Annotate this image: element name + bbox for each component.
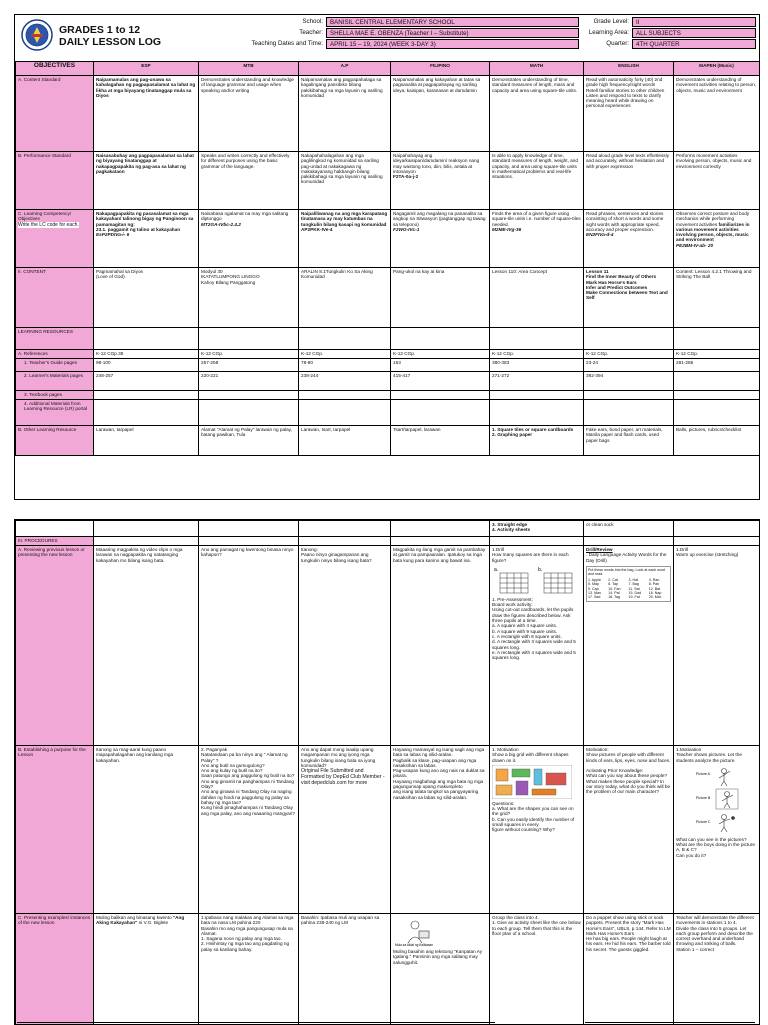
figure-a-label: a. [494,566,499,573]
content-standard-row [16,76,760,152]
cell-ap: 78-80 [299,359,391,372]
word-list-item: 19. Fat [628,595,640,600]
word-list-item: 6. Tap [608,582,618,587]
cell-english [584,210,674,268]
cell-filipino: 153 [391,359,490,372]
row-label: B. Establishing a purpose for the Lesson [16,746,94,914]
cell-esp: 248-257 [94,372,199,391]
cell-mtb: Alamat "Alamat ng Palay" larawan ng palay, batang pawikan, Tula [199,426,299,456]
math-motivation: 1. Motivation Show a big grid with different shapes drawn on it. [492,747,569,763]
word-list-item: 4. Ran [648,577,660,582]
mapeh-motivation: 1.Motivation Teacher shows pictures. Let the students analyze the picture. [676,747,742,763]
presenting-row [16,914,760,1025]
row-label: 4. Additional Materials from Learning Resource (LR) portal [16,400,94,426]
performance-standard-row [16,152,760,210]
learners-materials-row [16,372,760,391]
dates-label: Teaching Dates and Time: [251,40,323,47]
word-list-caption: Put these words into the bag. Look at each word and read. [588,567,665,577]
ap-source-note: Original File Submitted and Formatted by DepEd Club Member - visit depedclub.com for more [301,768,385,787]
esp-story-title: "Ang Aking Kakayahan" [96,915,185,926]
figure-b-label: b. [538,566,543,573]
teachers-guide-row [16,359,760,372]
title-line-2: DAILY LESSON LOG [59,36,162,48]
textbook-row [16,391,760,400]
cell-math: Lesson 110: Area Concept [490,268,584,328]
title-line-1: GRADES 1 to 12 [59,24,141,36]
word-list-grid [588,578,669,600]
cell-filipino [391,914,490,1025]
math-text: Finds the area of a given figure using square-tile units i.e. number of square-tiles needed. [492,211,581,227]
esp-text-a: Muling balikan ang binasang kwento [96,915,173,920]
teacher-label: Teacher: [299,29,323,36]
cell-mtb: Speaks and writes correctly and effectively for different purposes using the basic grammar of the language. [199,152,299,210]
cell-mapeh: K-12 CGp. [674,350,760,359]
row-label: C. Presenting examples/ instances of the new lesson [16,914,94,1025]
thrower-c-icon [719,814,735,832]
cell-english: 392-394 [584,372,674,391]
word-list-item: 13. Man [588,590,601,595]
mapeh-questions: What can you see in the pictures? What are the boys doing in the picture A, B & C? Can you do it? [676,836,755,858]
cell-english: Do a puppet show using stick or sock puppets. Present the story "Mark Has Horse's Ears", UBLS, p.144. Refer to LM Mark Has Horse's Ears He has big ears. People might laugh at his ears. He hid his ears. The barber told his secret. The guests giggled. [584,914,674,1025]
cell-ap [299,210,391,268]
procedures-row [16,537,760,546]
cell-filipino: Tsart/tarpapel, larawan [391,426,490,456]
cell-english: Fake ears, bond paper, art materials, Manila paper and flash cards, used paper bags [584,426,674,456]
grade-value: II [632,17,756,27]
word-list-item: 17. Sad [588,595,601,600]
cell-math: Demonstrates understanding of time, standard measures of length, mass and capacity and area using square-tile units. [490,76,584,152]
word-list-item: 10. Fan [608,586,621,591]
shapes-grid-figure [492,765,572,799]
ap-text: Naipaliliwanag na ang mga karapatang tinatamasa ay may katumbas na tungkulin bilang kasapi ng komunidad [301,211,388,227]
lesson-log-page-2 [14,519,760,1025]
row-label: 1. Teacher's Guide pages [16,359,94,372]
row-label: B. Performance Standard [16,152,94,210]
subject-filipino: FILIPINO [391,62,490,76]
word-list-item: 11. Sat [628,586,640,591]
cell-mtb [199,210,299,268]
additional-materials-row [16,400,760,426]
word-list-figure [586,566,671,602]
cell-esp: 98-100 [94,359,199,372]
picture-b-label: Picture B [696,795,711,800]
cell-mtb: Demonstrates understanding and knowledge of language grammar and usage when speaking and/or writing [199,76,299,152]
learning-resources-row [16,328,760,350]
signature-line-left [17,1022,495,1023]
math-questions: Questions: a. What are the shapes you can see on the grid? b. Can you easily identify the number of small squares in every figure without counting? Why? [492,800,575,833]
word-list-item: 18. Tag [608,595,620,600]
cell-mapeh: Teacher will demonstrate the different movements in stations 1 to 4. Divide the class into 5 groups. Let each group perform and describe the correct overhand and underhand throwing and striking of balls. Station 1 – correct [674,914,760,1025]
math-drill-text: 1.Drill How many squares are there in each figure? [492,547,569,563]
cell-ap: 238-244 [299,372,391,391]
cell-mapeh [674,210,760,268]
cell-mapeh: 1.Drill Warm up exercise (stretching) [674,546,760,746]
filipino-text: Nagagamit ang magalang na pananalita sa angkop na Sitwasyon (pagtanggap ng tawag sa telepono) [393,211,486,227]
mapeh-bold: familiarizes in various movement activities involving person, objects, music and environment [676,221,750,243]
cell-mtb: 2. Paganyak Natatandaan pa ba ninyo ang " Alamat ng Palay" ? Ano ang butil na gumugulong? Ano ang kulay ng butil na ito? Saan patungo ang paggulong ng butil na ito? Ano ang ginamit na panghampas ni Tandang Olay? Ano ang ginawa ni Tandang Olay na naging dahilan ng hindi na paggulong ng palay sa bahay ng mga tao? Kung hindi pinaghahampas ni Tandang Olay ang mga palay, ano ang maaaring mangyari? [199,746,299,914]
subject-english: ENGLISH [584,62,674,76]
word-list-item: 8. Pan [648,582,660,587]
cell-ap: Itanong: Paano ninyo ginagampanan ang tungkulin ninyo bilang isang bata? [299,546,391,746]
row-label: B. Other Learning Resource [16,426,94,456]
signature-line-right [585,1022,755,1023]
document-header [15,15,759,61]
math-resource-1: 1. Square tiles or square cardboards [492,427,574,432]
word-list-item: 2. Cat [608,577,618,582]
english-drill-title: Drill/Review [586,547,613,552]
grade-label: Grade Level: [593,18,629,25]
row-label [16,210,94,268]
cell-mtb: 257-258 [199,359,299,372]
cell-filipino: Hayaang mamasyal ng isang sagit ang mga bata sa labas ng silid-aralan. Pagbalik sa klase, pag-usapan ang mga nasaksihan sa labas. Pag-usapan kung ano ang nais na duklat sa pisara. Hayaang magbahagi ang mga bata ng mga gagungunsap upang makumpleto ang isang talata tungkol sa pangyayaring nasaksihan sa labas ng silid-aralan. [391,746,490,914]
cell-filipino: Naipamamalas ang kakayahan at tatas sa pagsasalita at pagpapahayag ng sariling ideya, kaisipan, karanasan at damdamin [391,76,490,152]
cell-mtb: Modyul 30 IKATATLUMPONG LINGGO Kahoy Bilang Panggatong [199,268,299,328]
cell-math: 380-383 [490,359,584,372]
row-label: A. Content Standard [16,76,94,152]
book-caption: Mula sa Aklat ng Kalikasan [395,943,434,947]
cell-esp: Larawan, tarpapel [94,426,199,456]
cell-esp: Naipamamalas ang pag-unawa sa kahalagahan ng pagpapasalamat sa lahat ng likha at mga biyayang tinatanggap mula sa Diyos [94,76,199,152]
math-pre-assessment: 1. Pre-Assessment: Board work activity: Using cut-out cardboards, let the pupils draw the figures described below. Ask three pupils at a time. a. A square with 4 square units. b. A square with 9 square units. c. A rectangle with 8 square units. d. A rectangle with 3 squares wide and 5 squares long. e. A rectangle with 4 squares wide and 5 squares long. [492,596,576,661]
math-resource-2: 2. Graphing paper [492,432,533,438]
reading-boy-figure [393,917,453,947]
area-value: ALL SUBJECTS [632,28,756,38]
cell-math: 3. Straight edge 4. Activity sheets [490,521,584,537]
picture-c-label: Picture C [696,819,711,824]
cell-mapeh: Demonstrates understanding of movement activities relating to person, objects, music and environment [674,76,760,152]
cell-english: Lesson 11 Find the Inner Beauty of Others Mark Has Horse's Ears Infer and Predict Outcomes Make Connections between Text and Self [584,268,674,328]
cell-mtb: 1.Ipabasa nang malakas ang Alamat sa mga bata na nasa LM pahina 220 Basahin mo ang mga pangungusap mula sa Alamat. 1. Sagana noon ng palay ang mga tao. 2. Hinihintay ng mga tao ang pagdating ng palay sa kanilang bahay. [199,914,299,1025]
filipino-text: Muling basahin ang tekstong "Kanpatan Ay Igalang." Pansinin ang mga salitang may salungguhit. [393,949,483,965]
quarter-value: 4TH QUARTER [632,39,756,49]
row-label: A. Reviewing previous lesson or presenting the new lesson [16,546,94,746]
cell-filipino: 415-417 [391,372,490,391]
cell-mapeh [674,746,760,914]
row-label: 2. Learner's Materials pages [16,372,94,391]
cell-filipino: K-12 CGp. [391,350,490,359]
cell-esp: Maaaring magpakita ng video clips o mga larawan na nagpapakita ng natatanging kakayahan mo bilang isang bata. [94,546,199,746]
cell-math [490,546,584,746]
school-label: School: [302,18,323,25]
purpose-row [16,746,760,914]
dates-value: APRIL 15 – 19, 2024 (WEEK 3-DAY 3) [326,39,579,49]
word-list-item: 9. Cap [588,586,599,591]
cell-english: 23-24 [584,359,674,372]
filipino-code: F2TA-0a-j-2 [393,174,419,180]
cell-filipino: Magpakita ng ilang mga gamit na pambahay at gamit na pampaaralan. Ipatukoy sa mga bata kung para kanino ang bawat isa. [391,546,490,746]
word-list-item: 15. Dad [628,590,642,595]
word-list-item: 12. Bat [648,586,661,591]
cell-english: Read with automaticity forty (40) 2nd grade high frequency/sight words Retell familiar stories to other children Listen and respond to texts to clarify meaning heard while drawing on personal experiences [584,76,674,152]
ap-code: AP2PKK-IVe-4 [301,226,333,232]
cell-mtb: 220-221 [199,372,299,391]
picture-a-label: Picture A [696,771,711,776]
subject-mapeh: MAPEH (Music) [674,62,760,76]
cell-mapeh: Content: Lesson 4.2.1 Throwing and Striking The Ball [674,268,760,328]
cell-english: or clean sock [584,521,674,537]
cell-esp: Naisasabuhay ang pagpapasalamat sa lahat ng biyayang tinatanggap at nakapagpapakita ng pag-asa sa lahat ng pagkakataon [94,152,199,210]
cell-ap: Larawan, tsart, tarpapel [299,426,391,456]
competency-label: C. Learning Competency/ Objectives [18,211,72,222]
english-text: Read phrases, sentences and stories consisting of short a words and some sight words with appropriate speed, accuracy and proper expression. [586,211,664,232]
english-drill-text: . Daily Language Activity Words for the Day (Drill) [586,552,667,563]
grid-b-icon [544,573,572,593]
english-code: EN2FIVa-d-4 [586,232,614,238]
cell-math [490,210,584,268]
reading-boy-icon [408,921,429,943]
cell-english [584,546,674,746]
thrower-b-icon [716,789,738,809]
word-list-item: 7. Bag [628,582,639,587]
throwing-pictures-figure [676,765,752,835]
competency-row [16,210,760,268]
esp-text: Nakapagpapakita ng pasasalamat sa mga kakayahan/ talinong bigay ng Panginoon sa pamamagitan ng: 23.1. paggamit ng talino at kakayahan [96,211,194,232]
content-row [16,268,760,328]
subject-esp: ESP [94,62,199,76]
document-title [59,24,161,48]
cell-esp: Pagmamahal sa Diyos (Love of God) [94,268,199,328]
teacher-value: SHELLA MAE E. OBENZA (Teacher I – Substitute) [326,28,579,38]
math-code: M2ME-IVg-36 [492,226,522,232]
cell-filipino [391,152,490,210]
row-label: 3. Textbook pages [16,391,94,400]
esp-code: EsP2PDIVa-i- 6 [96,232,130,238]
objectives-heading: OBJECTIVES [16,62,94,76]
subject-math: MATH [490,62,584,76]
cell-ap: Basahin: Ipabasa muli ang usapan sa pahina 238-240 ng LM [299,914,391,1025]
cell-mtb: K-12 CGp. [199,350,299,359]
references-row [16,350,760,359]
procedures-table [15,520,760,1025]
thrower-a-icon [719,768,730,786]
mapeh-text: Observes correct posture and body mechanics while performing movement activities [676,211,750,227]
cell-filipino: Pang-ukol na kay at kina [391,268,490,328]
word-list-item: 3. Hat [628,577,639,582]
cell-ap: Nakapahahalagahan ang mga paglilingkod ng komunidad sa sariling pag-unlad at nakakagawa ng makakayanang hakbangin bilang pakikibahagi sa mga layunin ng sariling komunidad [299,152,391,210]
esp-text-c: ni V.G. Biglete [137,920,169,926]
row-label: A. References [16,350,94,359]
square-count-figure [492,565,578,595]
cell-math: Is able to apply knowledge of time, standard measures of length, weight, and capacity, and area using square-tile units in mathematical problems and real-life situations. [490,152,584,210]
continuation-row [16,521,760,537]
cell-mtb: Ano ang pamagat ng kwentong binasa ninyo kahapon? [199,546,299,746]
cell-math: K-12 CGp. [490,350,584,359]
mtb-code: MT2GA-IVbc-2.4.2 [201,221,241,227]
row-label: LEARNING RESOURCES [16,328,94,350]
filipino-code: F2WG-IVc-1 [393,226,420,232]
other-resources-row [16,426,760,456]
mapeh-code: PE2BM-IV-ab- 20 [676,242,714,248]
subject-ap: A.P [299,62,391,76]
mtb-text: Naisabasa ngalamat na may mga salitang diptonggo [201,211,289,222]
quarter-label: Quarter: [606,40,629,47]
cell-english: Motivation: Show pictures of people with different kinds of ears, lips, eyes, nose and faces. Activating Prior Knowledge: What can you say about these people? What makes these people special? In our story today, what do you think will be the problem of our main character? [584,746,674,914]
cell-ap [299,746,391,914]
word-list-item: 1. Apple [588,577,601,582]
cell-esp: K-12 CGp.38 [94,350,199,359]
grid-a-icon [500,573,528,593]
cell-mapeh [674,372,760,391]
cell-mapeh: Performs movement activities involving person, objects, music and environment correctly [674,152,760,210]
row-label: II. CONTENT [16,268,94,328]
cell-english: Read aloud grade level texts effortlessly and accurately, without hesitation and with proper expression [584,152,674,210]
row-label: III. PROCEDURES [16,537,94,546]
cell-mapeh: 281-285 [674,359,760,372]
cell-esp: Itanong sa mag-aaral kung paano mapapahalagahan ang kanilang mga kakayahan. [94,746,199,914]
cell-esp [94,210,199,268]
word-list-item: 16. Nap [648,590,662,595]
cell-math: Group the class into 4. 1. Give an activity sheet like the one below to each group. Tell them that this is the floor plan of a school. [490,914,584,1025]
objectives-table [15,61,760,456]
subject-mtb: MTB [199,62,299,76]
cell-filipino [391,210,490,268]
cell-math [490,746,584,914]
cell-english: K-12 CGp. [584,350,674,359]
lesson-log-page-1 [14,14,760,500]
word-list-item: 20. Mat [648,595,661,600]
cell-ap: ARALIN 8.1Tungkulin Ko Sa Aking Komunidad [299,268,391,328]
area-label: Learning Area: [588,29,629,36]
competency-note: Write the LC code for each. [18,221,79,228]
deped-seal-icon [21,19,53,51]
filipino-text: Naipahahayag ang ideya/kaisipan/damdamin/ reaksyon nang may wastong tono, diin, bilis, antala at intonasyon [393,153,480,174]
cell-esp [94,914,199,1025]
cell-math [490,426,584,456]
ap-question: Ano ang dapat mong isaalip upang magampanan mo ang iyong mga tungkulin bilang isang bata sa iyong komunidad? [301,747,376,768]
word-list-item: 5. Map [588,582,599,587]
school-value: BANISIL CENTRAL ELEMENTARY SCHOOL [326,17,579,27]
cell-ap: K-12 CGp. [299,350,391,359]
subject-header-row [16,62,760,76]
cell-math: 271-272 [490,372,584,391]
word-list-item: 14. Pat [608,590,620,595]
cell-ap: Naipamamalas ang pagpapahalaga sa kagalingang pansibiko bilang pakikibahagi sa mga layunin ng sariling komunidad [299,76,391,152]
reviewing-row [16,546,760,746]
cell-mapeh: Balls, pictures, rubrics/checklist [674,426,760,456]
